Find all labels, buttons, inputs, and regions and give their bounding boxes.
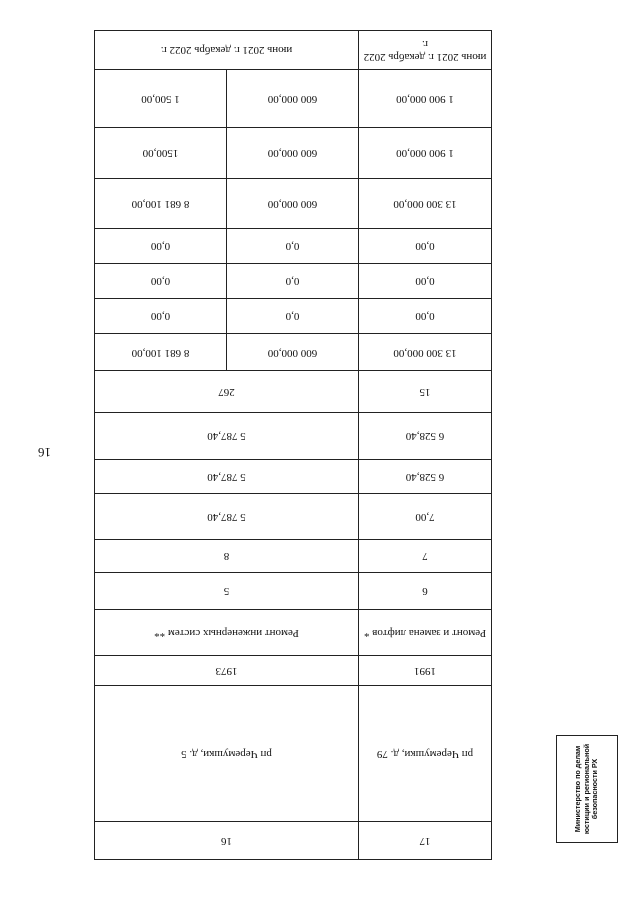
cell: 1 900 000,00 [359,70,492,128]
cell: 0,0 [227,263,359,298]
cell: 6 [359,573,492,610]
cell: 0,00 [95,263,227,298]
cell: 0,00 [359,299,492,334]
cell: Ремонт и замена лифтов * [359,610,492,656]
ministry-stamp [556,735,618,843]
cell: 1991 [359,656,492,686]
cell: 1 900 000,00 [359,128,492,178]
cell: Ремонт инженерных систем ** [95,610,359,656]
cell: 7 [359,539,492,572]
stamp-text [574,737,600,841]
table-row [95,128,492,178]
cell: 0,0 [227,228,359,263]
cell: 6 528,40 [359,413,492,459]
page-number: 16 [38,445,51,460]
table-row [95,686,492,821]
cell: 1500,00 [95,128,227,178]
cell: 7,00 [359,493,492,539]
table-row [95,31,492,70]
table-row [95,610,492,656]
cell: июнь 2021 г. декабрь 2022 г. [95,31,359,70]
table-row [95,334,492,371]
cell: 16 [95,821,359,859]
cell: 8 681 100,00 [95,178,227,228]
table-row [95,228,492,263]
cell: 5 787,40 [95,413,359,459]
cell: 5 787,40 [95,493,359,539]
table-row [95,459,492,493]
table-row [95,539,492,572]
cell: 600 000,00 [227,70,359,128]
cell: 0,00 [359,228,492,263]
table-row [95,178,492,228]
cell: 267 [95,371,359,413]
cell: 8 681 100,00 [95,334,227,371]
cell: 13 300 000,00 [359,334,492,371]
cell: рп Черемушки, д. 5 [95,686,359,821]
table-row [95,263,492,298]
cell: 0,00 [359,263,492,298]
cell: 1973 [95,656,359,686]
cell: 17 [359,821,492,859]
data-table-rotated [95,30,492,860]
stamp-line: безопасности РХ [590,758,600,820]
cell: 0,00 [95,228,227,263]
stamp-line: юстиции и региональной [581,743,591,835]
table-row [95,70,492,128]
cell: 0,0 [227,299,359,334]
data-table [94,30,492,860]
table-row [95,371,492,413]
cell: 8 [95,539,359,572]
cell: 600 000,00 [227,178,359,228]
cell: июнь 2021 г. декабрь 2022 г. [359,31,492,70]
table-row [95,821,492,859]
table-row [95,299,492,334]
table-row [95,493,492,539]
table-row [95,413,492,459]
cell: 0,00 [95,299,227,334]
cell: 5 [95,573,359,610]
cell: 15 [359,371,492,413]
table-row [95,573,492,610]
cell: 5 787,40 [95,459,359,493]
cell: 600 000,00 [227,128,359,178]
stamp-line: Министерство по делам [573,745,583,833]
cell: 1 500,00 [95,70,227,128]
cell: 6 528,40 [359,459,492,493]
cell: рп Черемушки, д. 79 [359,686,492,821]
table-row [95,656,492,686]
cell: 13 300 000,00 [359,178,492,228]
cell: 600 000,00 [227,334,359,371]
